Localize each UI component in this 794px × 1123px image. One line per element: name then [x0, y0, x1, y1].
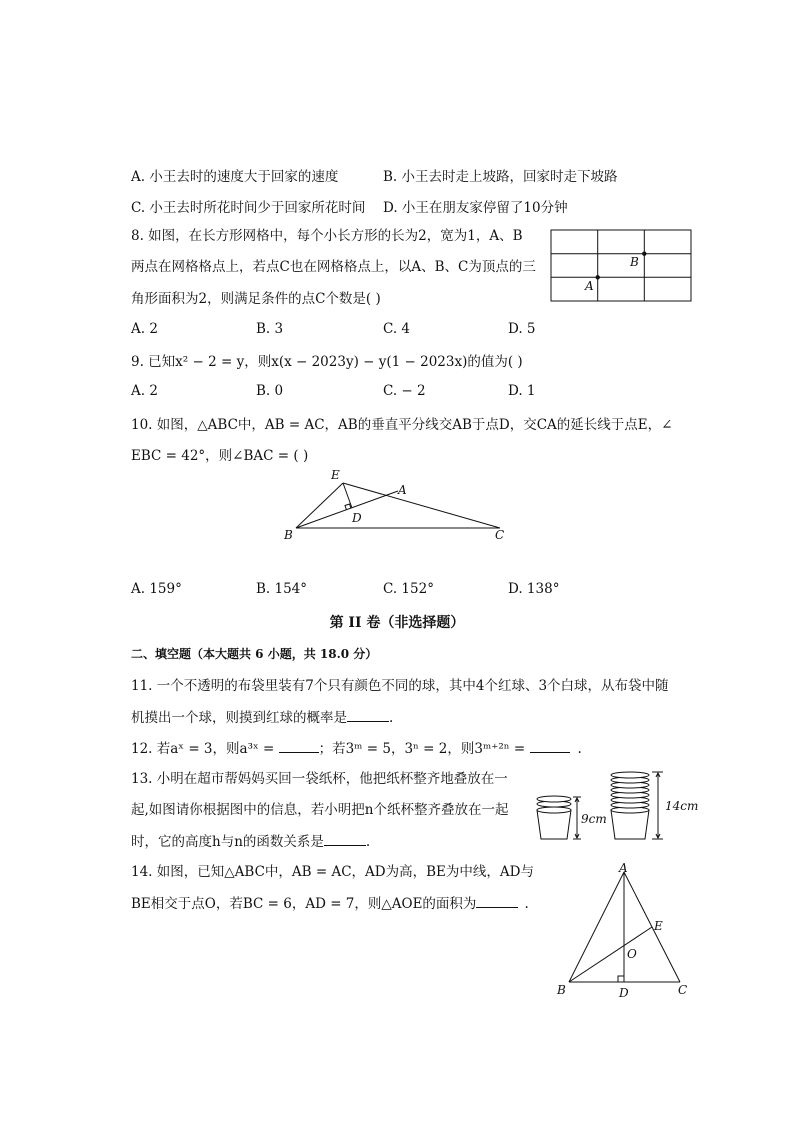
q13-line-3-text: 时，它的高度h与n的函数关系是 — [131, 834, 324, 850]
q11-line-2-text: 机摸出一个球，则摸到红球的概率是 — [131, 710, 347, 726]
q12-line — [131, 738, 582, 759]
segment-ba — [296, 491, 398, 528]
q10-option-d: D. 138° — [508, 581, 560, 597]
q14-answer-blank[interactable] — [476, 893, 518, 908]
q13-answer-blank[interactable] — [324, 831, 366, 846]
q7-option-b: B. 小王去时走上坡路，回家时走下坡路 — [383, 169, 618, 185]
q12-part-2: ；若3ᵐ = 5，3ⁿ = 2，则3ᵐ⁺²ⁿ = — [318, 741, 530, 757]
q10-line-1: 10. 如图，△ABC中，AB = AC，AB的垂直平分线交AB于点D，交CA的延长线于点E，∠ — [131, 417, 673, 433]
q10-option-c: C. 152° — [383, 581, 434, 597]
q8-option-a: A. 2 — [131, 321, 158, 337]
q13-line-2: 起,如图请你根据图中的信息，若小明把n个纸杯整齐叠放在一起 — [131, 802, 509, 818]
dimension-9cm — [573, 797, 581, 839]
q12-answer-blank-2[interactable] — [530, 738, 570, 753]
label-b: B — [630, 255, 639, 269]
cup-stack-tall — [611, 772, 649, 839]
point-b — [642, 252, 646, 256]
q9-stem: 9. 已知x² − 2 = y，则x(x − 2023y) − y(1 − 2023x)的值为( ) — [131, 354, 523, 370]
q10-option-b: B. 154° — [256, 581, 308, 597]
label-d: D — [352, 511, 362, 525]
label-e: E — [331, 468, 340, 482]
section-title: 第 II 卷（非选择题） — [329, 615, 465, 631]
q8-option-c: C. 4 — [383, 321, 411, 337]
label-c: C — [678, 983, 688, 997]
q14-line-2 — [131, 893, 529, 914]
label-d: D — [619, 986, 629, 1000]
q8-line-3: 角形面积为2，则满足条件的点C个数是( ) — [131, 291, 381, 307]
q8-grid-figure — [549, 228, 695, 304]
q9-option-d: D. 1 — [508, 383, 536, 399]
segment-ce — [343, 483, 500, 528]
q11-line-1: 11. 一个不透明的布袋里装有7个只有颜色不同的球，其中4个红球、3个白球，从布袋中随 — [131, 678, 669, 694]
q13-line-3 — [131, 831, 370, 852]
grid-border — [551, 230, 691, 301]
q12-end: . — [577, 741, 582, 757]
q14-line-1: 14. 如图，已知△ABC中，AB = AC，AD为高，BE为中线，AD与 — [131, 864, 534, 880]
dimension-14cm — [652, 772, 663, 839]
label-a: A — [619, 861, 628, 875]
q7-option-c: C. 小王去时所花时间少于回家所花时间 — [131, 200, 366, 216]
label-b: B — [557, 983, 566, 997]
cup-stack-small — [537, 796, 571, 839]
q8-line-2: 两点在网格格点上，若点C也在网格格点上，以A、B、C为顶点的三 — [131, 259, 536, 275]
label-a: A — [398, 483, 407, 497]
q12-answer-blank-1[interactable] — [279, 738, 319, 753]
q9-option-b: B. 0 — [256, 383, 284, 399]
right-angle-mark — [618, 976, 624, 982]
q10-triangle-figure — [280, 464, 515, 546]
q9-option-c: C. − 2 — [383, 383, 426, 399]
q14-triangle-figure — [553, 858, 695, 1002]
label-b: B — [284, 528, 293, 542]
q8-option-d: D. 5 — [508, 321, 536, 337]
q11-end: . — [389, 710, 394, 726]
q13-line-1: 13. 小明在超市帮妈妈买回一袋纸杯，他把纸杯整齐地叠放在一 — [131, 771, 508, 787]
q10-line-2: EBC = 42°，则∠BAC = ( ) — [131, 448, 309, 464]
label-a: A — [585, 279, 594, 293]
q9-option-a: A. 2 — [131, 383, 158, 399]
label-o: O — [627, 947, 637, 961]
label-9cm: 9cm — [581, 812, 607, 826]
label-14cm: 14cm — [665, 799, 699, 813]
q7-option-a: A. 小王去时的速度大于回家的速度 — [131, 169, 339, 185]
section-subtitle: 二、填空题（本大题共 6 小题，共 18.0 分） — [131, 647, 378, 661]
segment-be — [569, 927, 652, 982]
label-c: C — [495, 528, 505, 542]
point-a — [596, 275, 600, 279]
q12-part-1: 12. 若aˣ = 3，则a³ˣ = — [131, 741, 279, 757]
q13-cups-figure — [529, 766, 699, 844]
segment-ab — [569, 872, 624, 982]
q14-line-2-text: BE相交于点O，若BC = 6，AD = 7，则△AOE的面积为 — [131, 896, 477, 912]
q7-option-d: D. 小王在朋友家停留了10分钟 — [383, 200, 568, 216]
q8-option-b: B. 3 — [256, 321, 284, 337]
q10-option-a: A. 159° — [131, 581, 182, 597]
q11-answer-blank[interactable] — [347, 707, 389, 722]
q11-line-2 — [131, 707, 393, 728]
q14-end: . — [524, 896, 529, 912]
q13-end: . — [365, 834, 371, 850]
segment-be — [296, 483, 343, 528]
q8-line-1: 8. 如图，在长方形网格中，每个小长方形的长为2，宽为1，A、B — [131, 228, 523, 244]
label-e: E — [654, 919, 663, 933]
